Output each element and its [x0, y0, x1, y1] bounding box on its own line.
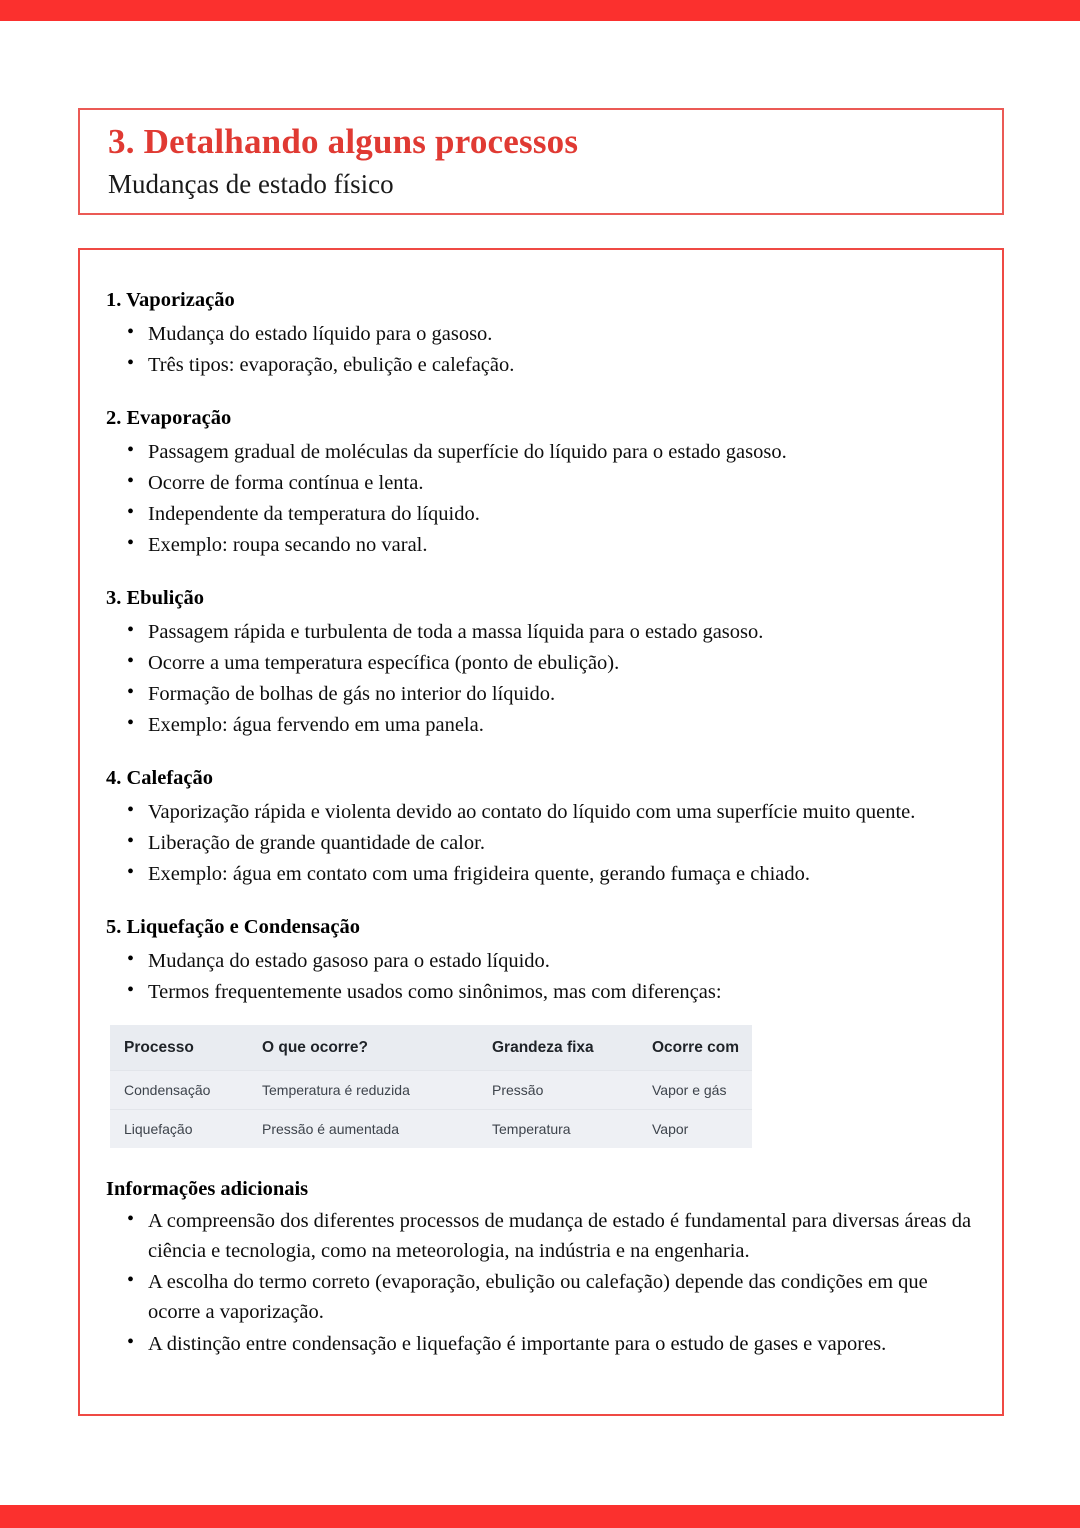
section-ebulicao — [106, 586, 976, 740]
section-heading: Informações adicionais — [106, 1178, 309, 1200]
list-item: • Mudança do estado gasoso para o estado líquido. — [106, 946, 976, 976]
section-calefacao — [106, 766, 976, 889]
section-heading: 4. Calefação — [106, 767, 214, 790]
section-vaporizacao — [106, 288, 976, 380]
table-row — [110, 1071, 752, 1110]
table-cell: Temperatura é reduzida — [262, 1071, 492, 1110]
table-cell: Vapor e gás — [652, 1071, 752, 1110]
bottom-accent-bar — [0, 1505, 1080, 1528]
section-heading: 5. Liquefação e Condensação — [106, 916, 360, 939]
list-item: • Mudança do estado líquido para o gasoso. — [106, 319, 976, 349]
section-informacoes-adicionais — [106, 1178, 976, 1359]
list-item: • Ocorre de forma contínua e lenta. — [106, 468, 976, 498]
page-subtitle: Mudanças de estado físico — [108, 169, 394, 199]
column-header-ocorre-com: Ocorre com — [652, 1025, 752, 1071]
list-item: • Exemplo: água fervendo em uma panela. — [106, 710, 976, 740]
section-bullet-list — [106, 1206, 976, 1359]
table-cell: Vapor — [652, 1110, 752, 1149]
section-bullet-list — [106, 946, 976, 1007]
section-liquefacao-condensacao — [106, 915, 976, 1148]
list-item: • Exemplo: água em contato com uma frigideira quente, gerando fumaça e chiado. — [106, 859, 976, 889]
list-item: • Termos frequentemente usados como sinônimos, mas com diferenças: — [106, 977, 976, 1007]
table-row — [110, 1110, 752, 1149]
list-item: • Vaporização rápida e violenta devido ao contato do líquido com uma superfície muito quente. — [106, 797, 976, 827]
title-card — [78, 108, 1004, 215]
page-title: 3. Detalhando alguns processos — [108, 122, 579, 161]
list-item: • Exemplo: roupa secando no varal. — [106, 530, 976, 560]
column-header-grandeza-fixa: Grandeza fixa — [492, 1025, 652, 1071]
section-bullet-list — [106, 617, 976, 741]
comparison-table — [110, 1025, 752, 1148]
section-bullet-list — [106, 437, 976, 561]
list-item: • Liberação de grande quantidade de calor. — [106, 828, 976, 858]
section-bullet-list — [106, 797, 976, 889]
list-item: • Independente da temperatura do líquido. — [106, 499, 976, 529]
section-heading: 3. Ebulição — [106, 587, 204, 609]
table-cell: Pressão — [492, 1071, 652, 1110]
table-header-row — [110, 1025, 752, 1071]
list-item: • A distinção entre condensação e liquefação é importante para o estudo de gases e vapores. — [106, 1329, 976, 1359]
table-cell: Pressão é aumentada — [262, 1110, 492, 1149]
comparison-table-wrapper — [110, 1025, 752, 1148]
table-cell: Liquefação — [110, 1110, 262, 1149]
table-cell: Condensação — [110, 1071, 262, 1110]
column-header-processo: Processo — [110, 1025, 262, 1071]
section-heading: 1. Vaporização — [106, 289, 235, 311]
list-item: • Formação de bolhas de gás no interior do líquido. — [106, 679, 976, 709]
list-item: • Passagem gradual de moléculas da superfície do líquido para o estado gasoso. — [106, 437, 976, 467]
section-heading: 2. Evaporação — [106, 406, 232, 429]
section-bullet-list — [106, 319, 976, 380]
section-evaporacao — [106, 406, 976, 560]
table-cell: Temperatura — [492, 1110, 652, 1149]
list-item: • Passagem rápida e turbulenta de toda a massa líquida para o estado gasoso. — [106, 617, 976, 647]
content-card — [78, 248, 1004, 1416]
list-item: • A compreensão dos diferentes processos de mudança de estado é fundamental para diversas áreas da ciência e tecnologia, como na meteorologia, na indústria e na engenharia. — [106, 1206, 976, 1266]
list-item: • Três tipos: evaporação, ebulição e calefação. — [106, 350, 976, 380]
list-item: • Ocorre a uma temperatura específica (ponto de ebulição). — [106, 648, 976, 678]
list-item: • A escolha do termo correto (evaporação, ebulição ou calefação) depende das condições em que ocorre a vaporização. — [106, 1267, 976, 1327]
top-accent-bar — [0, 0, 1080, 21]
column-header-o-que-ocorre: O que ocorre? — [262, 1025, 492, 1071]
